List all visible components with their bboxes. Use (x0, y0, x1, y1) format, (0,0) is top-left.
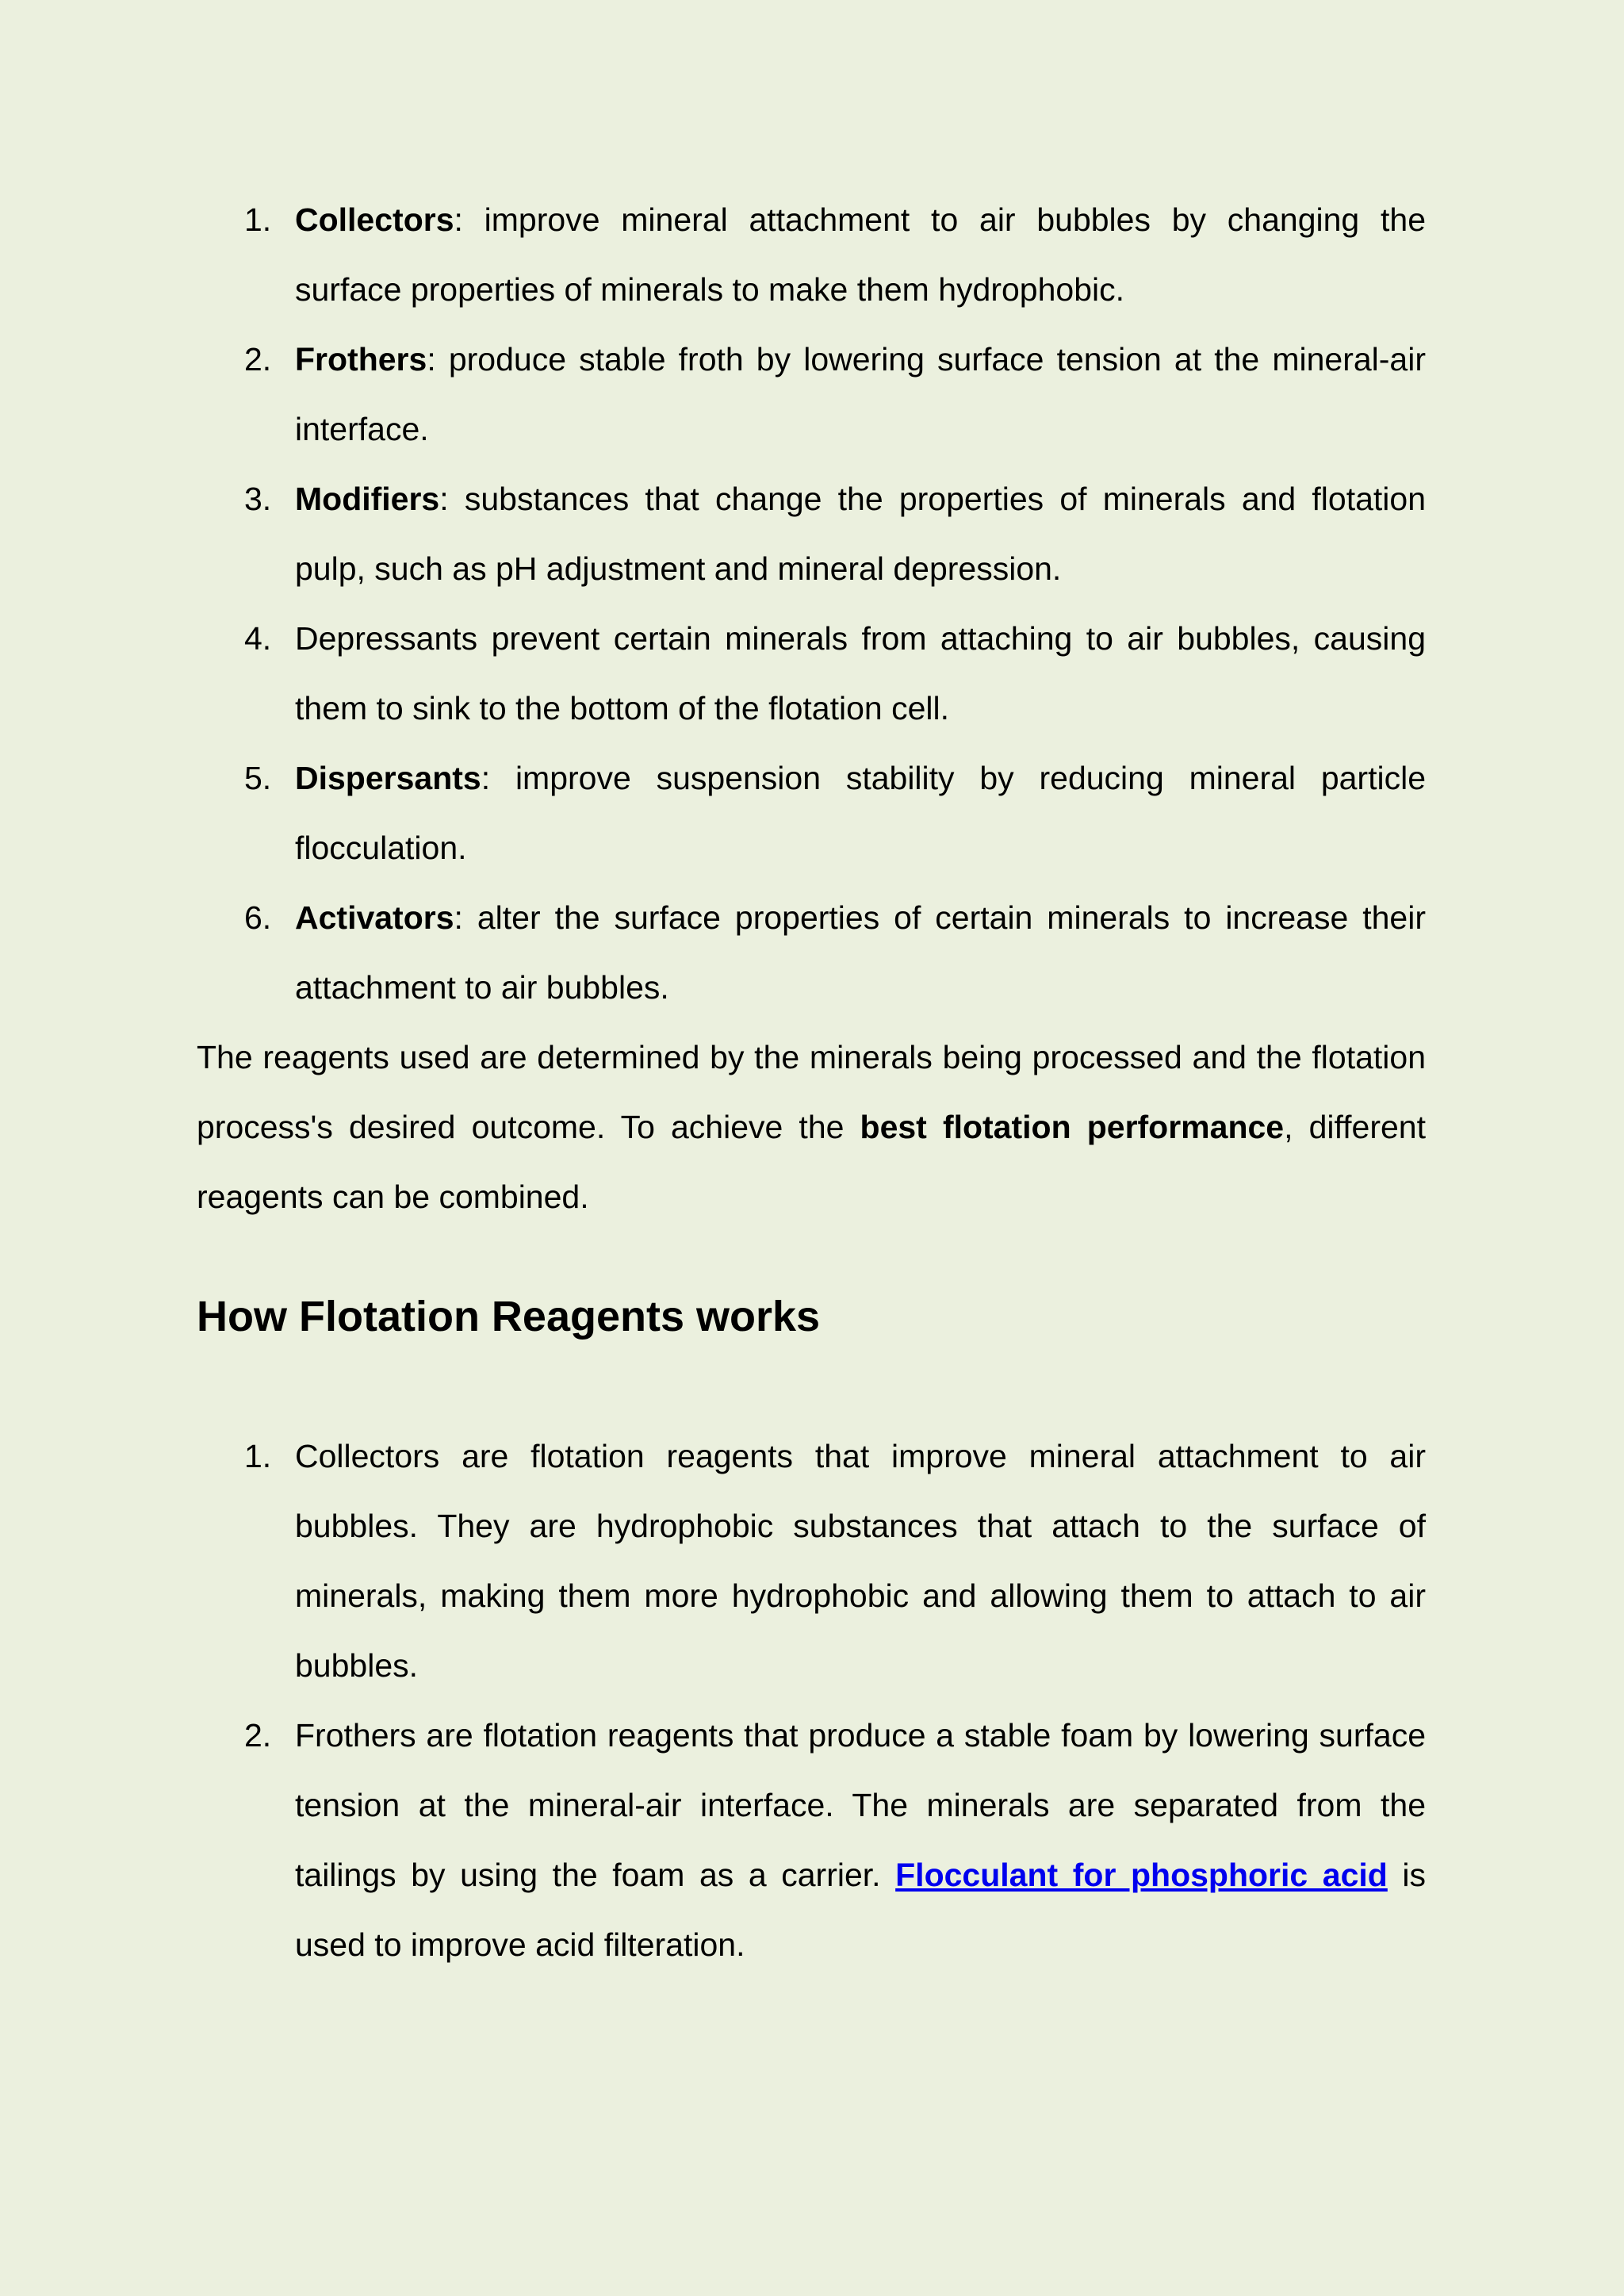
list-item (197, 604, 1426, 743)
flocculant-phosphoric-acid-link[interactable]: Flocculant for phosphoric acid (895, 1857, 1388, 1893)
list-item (197, 464, 1426, 604)
how-reagents-work-list (197, 1421, 1426, 1980)
term-separator: : (427, 341, 436, 378)
list-item-text: Depressants prevent certain minerals from attaching to air bubbles, causing them to sink to the bottom of the flotation cell. (295, 620, 1426, 726)
list-item-text (295, 185, 1426, 324)
list-item (197, 324, 1426, 464)
term-activators: Activators (295, 899, 454, 936)
term-separator: : (439, 481, 449, 517)
term-frothers: Frothers (295, 341, 427, 378)
list-number: 2. (244, 341, 272, 378)
reagent-types-list (197, 185, 1426, 1022)
list-item (197, 1421, 1426, 1700)
term-separator: : (454, 899, 463, 936)
term-collectors: Collectors (295, 201, 454, 238)
list-item-text (295, 464, 1426, 604)
list-item-text (295, 883, 1426, 1022)
list-number: 2. (244, 1717, 272, 1754)
list-item-text-end: is used to improve acid filteration. (295, 1857, 1427, 1963)
term-modifiers: Modifiers (295, 481, 440, 517)
list-number: 6. (244, 899, 272, 936)
term-separator: : (454, 201, 463, 238)
term-description: improve suspension stability by reducing mineral particle flocculation. (295, 760, 1426, 866)
term-description: improve mineral attachment to air bubbles by changing the surface properties of minerals to make them hydrophobic. (295, 201, 1426, 308)
paragraph-text: , different reagents can be combined. (197, 1109, 1426, 1215)
list-number: 4. (244, 620, 272, 657)
term-description: substances that change the properties of minerals and flotation pulp, such as pH adjustment and mineral depression. (295, 481, 1426, 587)
list-item (197, 743, 1426, 883)
list-item-text-start: Frothers are flotation reagents that produce a stable foam by lowering surface tension at the mineral-air interface. The minerals are separated from the tailings by using the foam as a carrier. (295, 1717, 1426, 1893)
paragraph-bold-phrase: best flotation performance (860, 1109, 1285, 1145)
list-item-text (295, 743, 1426, 883)
list-number: 1. (244, 1438, 272, 1474)
term-separator: : (481, 760, 491, 796)
term-description: produce stable froth by lowering surface tension at the mineral-air interface. (295, 341, 1426, 447)
list-number: 3. (244, 481, 272, 517)
list-item (197, 1700, 1426, 1980)
term-description: alter the surface properties of certain minerals to increase their attachment to air bubbles. (295, 899, 1426, 1006)
list-item-text (295, 1700, 1426, 1980)
section-heading: How Flotation Reagents works (197, 1293, 821, 1340)
list-item-text: Collectors are flotation reagents that improve mineral attachment to air bubbles. They are hydrophobic substances that attach to the surface of minerals, making them more hydrophobic and allowing them to attach to air bubbles. (295, 1438, 1426, 1684)
list-item-text (295, 324, 1426, 464)
term-dispersants: Dispersants (295, 760, 481, 796)
list-item (197, 185, 1426, 324)
list-number: 1. (244, 201, 272, 238)
list-item (197, 883, 1426, 1022)
list-number: 5. (244, 760, 272, 796)
paragraph-text: The reagents used are determined by the minerals being processed and the flotation process's desired outcome. To achieve the (197, 1039, 1426, 1145)
reagent-selection-paragraph (197, 1022, 1426, 1232)
